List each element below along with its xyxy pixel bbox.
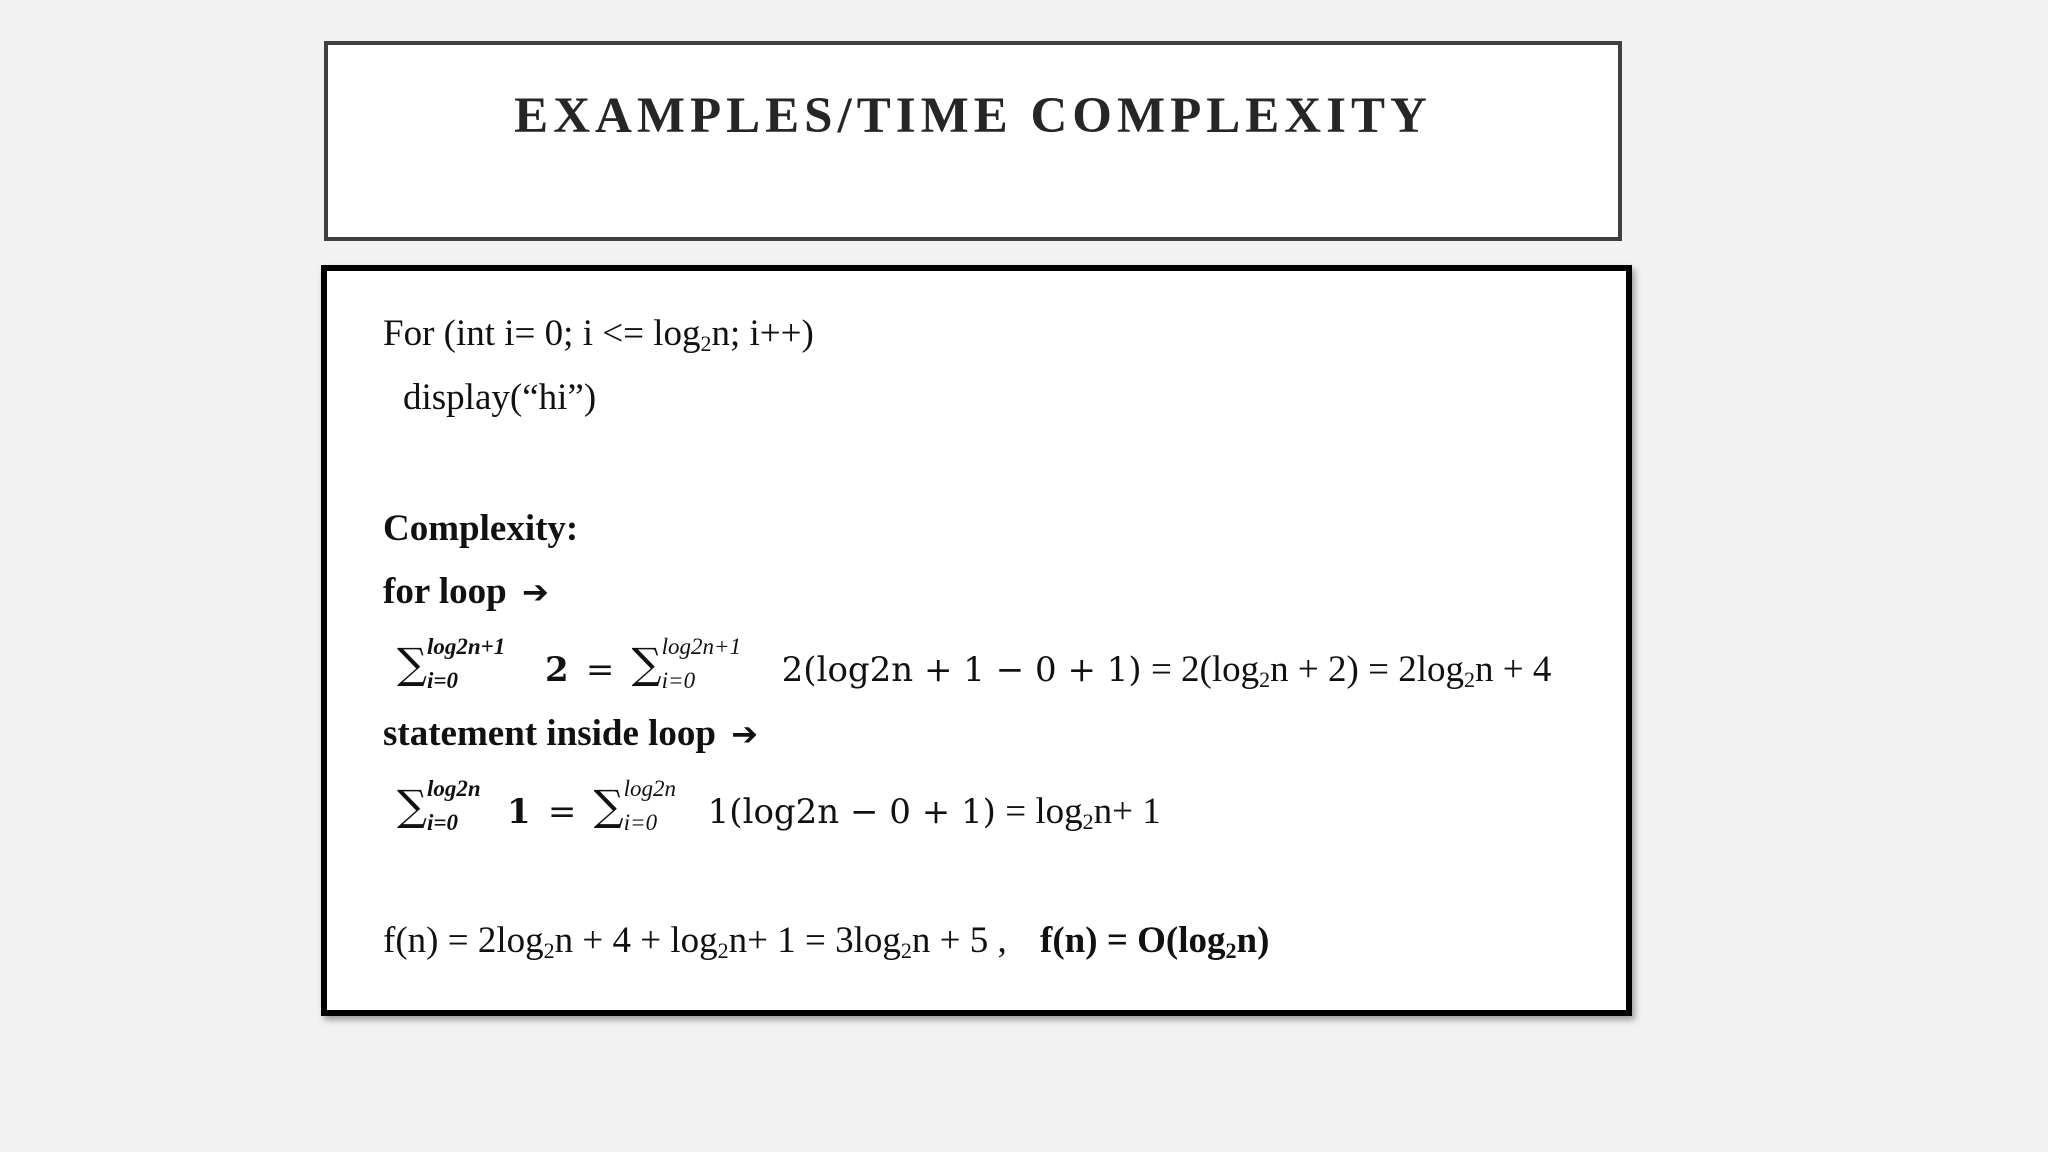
right-arrow-icon: ➔ <box>521 573 549 611</box>
sum2-expression: 1(log2n − 0 + 1) <box>707 792 996 832</box>
sum2-bold-upper: log2n <box>427 776 481 801</box>
for-loop-text: for loop <box>383 571 507 612</box>
sum1-equation <box>397 635 1551 695</box>
final-subscript-2: 2 <box>717 938 729 963</box>
code-line-1-part-b: n; i++) <box>711 313 814 354</box>
sum1-expression: 2(log2n + 1 − 0 + 1) <box>781 650 1142 690</box>
sum2-bold-term: 1 <box>507 792 531 832</box>
sum2-result-b: n+ 1 <box>1093 791 1161 832</box>
big-o-subscript: 2 <box>1225 938 1237 963</box>
big-o-part-b: n) <box>1236 920 1270 961</box>
sum2-result-a: = log <box>1005 791 1083 832</box>
final-equation <box>383 920 1270 963</box>
sum2-equation <box>397 777 1161 837</box>
sum1-result-subscript-1: 2 <box>1259 667 1271 692</box>
sum2-bold-lower: i=0 <box>427 810 458 835</box>
code-line-1 <box>383 313 814 356</box>
sum1-equals: = <box>585 650 615 690</box>
sum2-lower: i=0 <box>623 810 658 835</box>
sum2-bold-summation <box>397 777 507 837</box>
statement-label <box>383 715 758 752</box>
final-part-b: n + 4 + log <box>554 920 718 961</box>
sum1-bold-summation <box>397 635 545 695</box>
sigma-icon: ∑ <box>397 639 427 688</box>
complexity-heading: Complexity: <box>383 508 579 549</box>
statement-label-text: statement inside loop <box>383 713 716 754</box>
final-subscript-3: 2 <box>900 938 912 963</box>
code-line-2: display(“hi”) <box>403 377 597 418</box>
code-line-1-part-a: For (int i= 0; i <= log <box>383 313 701 354</box>
sum2-upper: log2n <box>623 776 677 801</box>
sum1-bold-upper: log2n+1 <box>427 634 506 659</box>
final-part-d: n + 5 , <box>911 920 1007 961</box>
sum2-summation <box>594 777 708 837</box>
final-part-a: f(n) = 2log <box>383 920 544 961</box>
sigma-icon: ∑ <box>631 639 662 688</box>
sum1-result-subscript-2: 2 <box>1464 667 1475 692</box>
sum1-bold-lower: i=0 <box>427 668 458 693</box>
right-arrow-icon: ➔ <box>731 715 759 753</box>
sigma-icon: ∑ <box>593 781 624 830</box>
sum1-summation <box>632 635 782 695</box>
sum1-bold-term: 2 <box>545 650 569 690</box>
slide-title: EXAMPLES/TIME COMPLEXITY <box>514 88 1432 144</box>
content-box <box>321 265 1632 1016</box>
sum1-result-a: = 2(log <box>1150 649 1260 690</box>
sum2-equals: = <box>547 792 577 832</box>
sum1-result-b: n + 2) = 2log <box>1270 649 1464 690</box>
for-loop-label <box>383 573 549 610</box>
big-o-result <box>1040 920 1269 961</box>
code-line-1-subscript: 2 <box>700 331 712 356</box>
big-o-part-a: f(n) = O(log <box>1040 920 1226 961</box>
sum1-upper: log2n+1 <box>661 634 742 659</box>
sum2-result-subscript: 2 <box>1082 809 1094 834</box>
final-subscript-1: 2 <box>543 938 555 963</box>
title-box <box>324 41 1622 241</box>
sum1-lower: i=0 <box>661 668 696 693</box>
sum1-result-c: n + 4 <box>1475 649 1552 690</box>
final-part-c: n+ 1 = 3log <box>728 920 901 961</box>
sigma-icon: ∑ <box>397 781 427 830</box>
